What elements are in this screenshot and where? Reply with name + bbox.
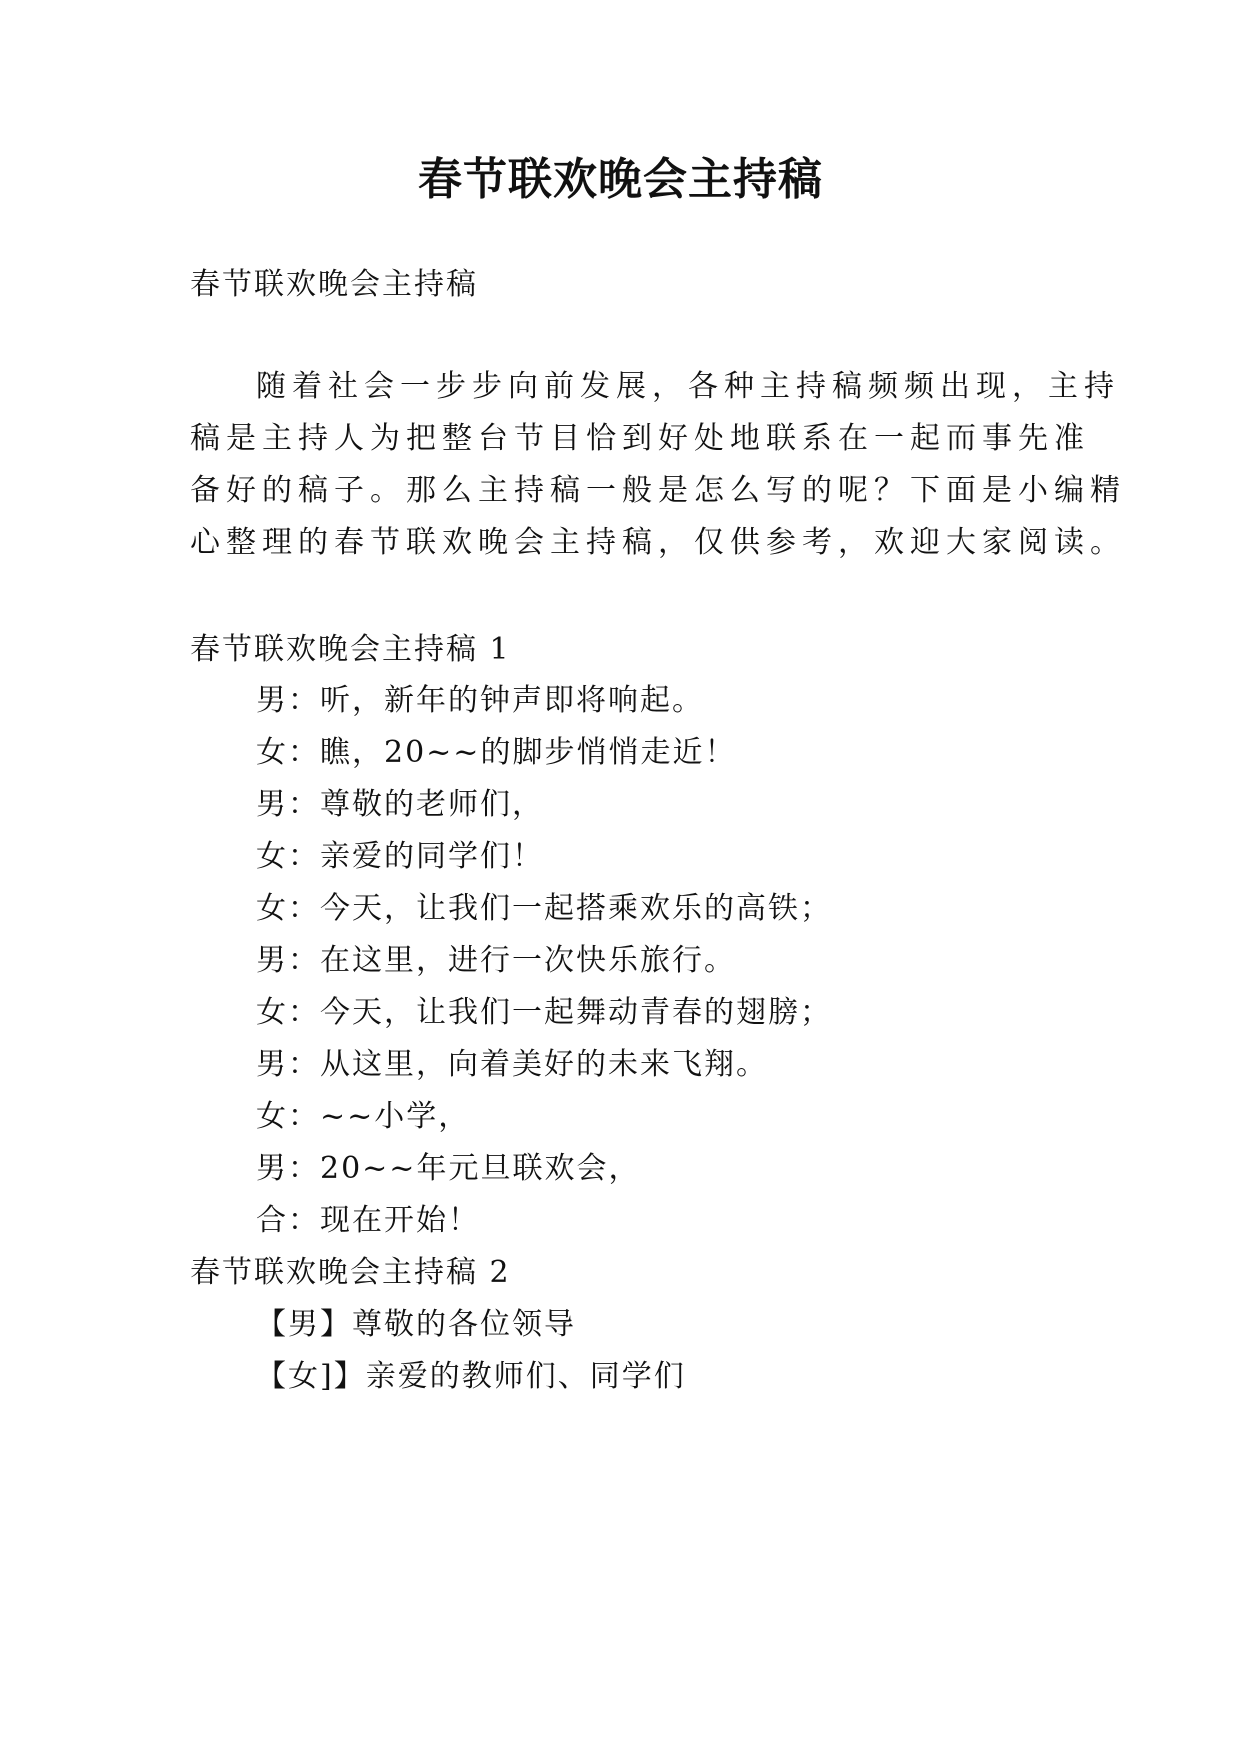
section-heading-1: 春节联欢晚会主持稿 1: [190, 632, 511, 667]
dialog-line: 【男】尊敬的各位领导: [256, 1307, 576, 1342]
dialog-line: 女：亲爱的同学们！: [256, 839, 544, 874]
section-heading-2: 春节联欢晚会主持稿 2: [190, 1255, 511, 1290]
dialog-line: 男：尊敬的老师们，: [256, 787, 544, 822]
dialog-line: 女：今天，让我们一起舞动青春的翅膀；: [256, 995, 832, 1030]
intro-line: 稿是主持人为把整台节目恰到好处地联系在一起而事先准: [190, 421, 1090, 456]
dialog-line: 男：20~~年元旦联欢会，: [256, 1151, 641, 1186]
dialog-line: 女：~~小学，: [256, 1099, 471, 1134]
intro-line: 心整理的春节联欢晚会主持稿，仅供参考，欢迎大家阅读。: [190, 525, 1126, 560]
intro-line: 备好的稿子。那么主持稿一般是怎么写的呢？下面是小编精: [190, 473, 1126, 508]
document-title: 春节联欢晚会主持稿: [418, 154, 823, 205]
dialog-line: 男：在这里，进行一次快乐旅行。: [256, 943, 736, 978]
dialog-line: 男：从这里，向着美好的未来飞翔。: [256, 1047, 768, 1082]
dialog-line: 【女]】亲爱的教师们、同学们: [256, 1359, 686, 1394]
dialog-line: 女：瞧，20~~的脚步悄悄走近！: [256, 735, 737, 770]
dialog-line: 女：今天，让我们一起搭乘欢乐的高铁；: [256, 891, 832, 926]
dialog-line: 男：听，新年的钟声即将响起。: [256, 683, 704, 718]
document-subtitle: 春节联欢晚会主持稿: [190, 267, 478, 302]
intro-line: 随着社会一步步向前发展，各种主持稿频频出现，主持: [256, 369, 1120, 404]
dialog-line: 合：现在开始！: [256, 1203, 480, 1238]
